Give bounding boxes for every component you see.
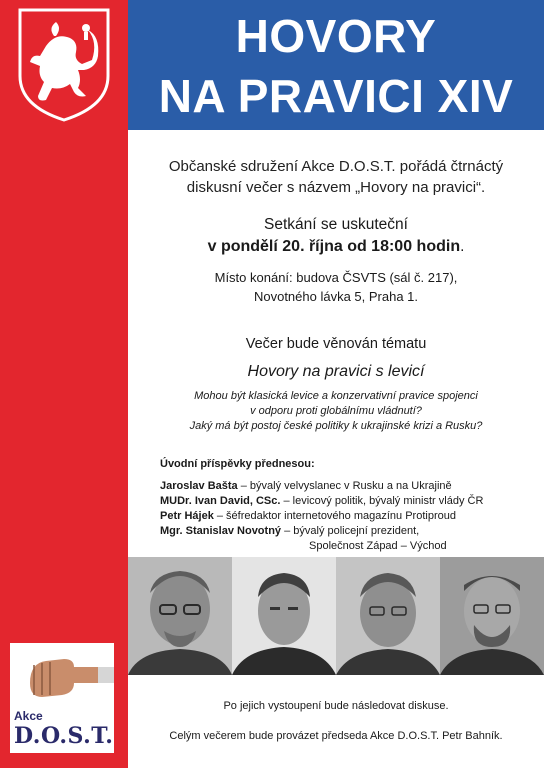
intro-paragraph <box>128 156 544 198</box>
portrait-photo-icon <box>440 557 544 675</box>
speaker-desc: – bývalý policejní prezident, <box>281 525 420 537</box>
portrait-photo-icon <box>336 557 440 675</box>
speaker-row <box>160 479 540 494</box>
logo-line-2: D.O.S.T. <box>14 723 114 749</box>
speakers-list <box>160 457 540 554</box>
speaker-desc: – levicový politik, bývalý ministr vlády ČR <box>280 495 484 507</box>
fist-icon <box>10 643 114 709</box>
topic-title: Hovory na pravici s levicí <box>247 363 425 380</box>
question-line-2: v odporu proti globálnímu vládnutí? <box>250 405 422 417</box>
portrait-photo-icon <box>232 557 336 675</box>
akce-dost-logo <box>10 643 114 753</box>
speaker-desc: – bývalý velvyslanec v Rusku a na Ukrajině <box>237 480 452 492</box>
speaker-desc: – šéfredaktor internetového magazínu Protiproud <box>213 510 456 522</box>
meeting-info <box>128 214 544 258</box>
logo-line-1: Akce <box>14 709 43 723</box>
meeting-date: v pondělí 20. října od 18:00 hodin <box>207 238 461 255</box>
portrait-photo-icon <box>128 557 232 675</box>
czech-lion-crest-icon <box>14 6 114 124</box>
venue-info <box>128 268 544 306</box>
question-line-3: Jaký má být postoj české politiky k ukrajinské krizi a Rusku? <box>189 420 483 432</box>
venue-line-1: Místo konání: budova ČSVTS (sál č. 217), <box>214 270 458 285</box>
footer-line-1: Po jejich vystoupení bude následovat diskuse. <box>223 700 449 712</box>
meeting-line-1: Setkání se uskuteční <box>264 216 408 233</box>
evening-topic-label: Večer bude věnován tématu <box>245 336 427 352</box>
intro-line-2: diskusní večer s názvem „Hovory na pravici“. <box>186 179 486 196</box>
intro-line-1: Občanské sdružení Akce D.O.S.T. pořádá čtrnáctý <box>168 158 504 175</box>
speaker-desc-continuation: Společnost Západ – Východ <box>309 540 447 552</box>
title-line-2: NA PRAVICI XIV <box>158 70 514 122</box>
speaker-name: Jaroslav Bašta <box>160 480 238 492</box>
speaker-name: MUDr. Ivan David, CSc. <box>160 495 281 507</box>
speaker-row <box>160 509 540 524</box>
meeting-date-suffix: . <box>460 238 465 255</box>
venue-line-2: Novotného lávka 5, Praha 1. <box>253 289 419 304</box>
speaker-name: Petr Hájek <box>160 510 214 522</box>
speaker-row <box>160 524 540 539</box>
speaker-name: Mgr. Stanislav Novotný <box>160 525 282 537</box>
question-line-1: Mohou být klasická levice a konzervativní pravice spojenci <box>194 390 478 402</box>
footer-line-2: Celým večerem bude provázet předseda Akce D.O.S.T. Petr Bahník. <box>169 730 503 742</box>
topic-questions <box>128 389 544 434</box>
speaker-photos <box>128 557 544 675</box>
speakers-heading: Úvodní příspěvky přednesou: <box>160 458 315 470</box>
title-line-1: HOVORY <box>235 10 437 62</box>
page-title <box>128 6 544 126</box>
speaker-row <box>160 494 540 509</box>
